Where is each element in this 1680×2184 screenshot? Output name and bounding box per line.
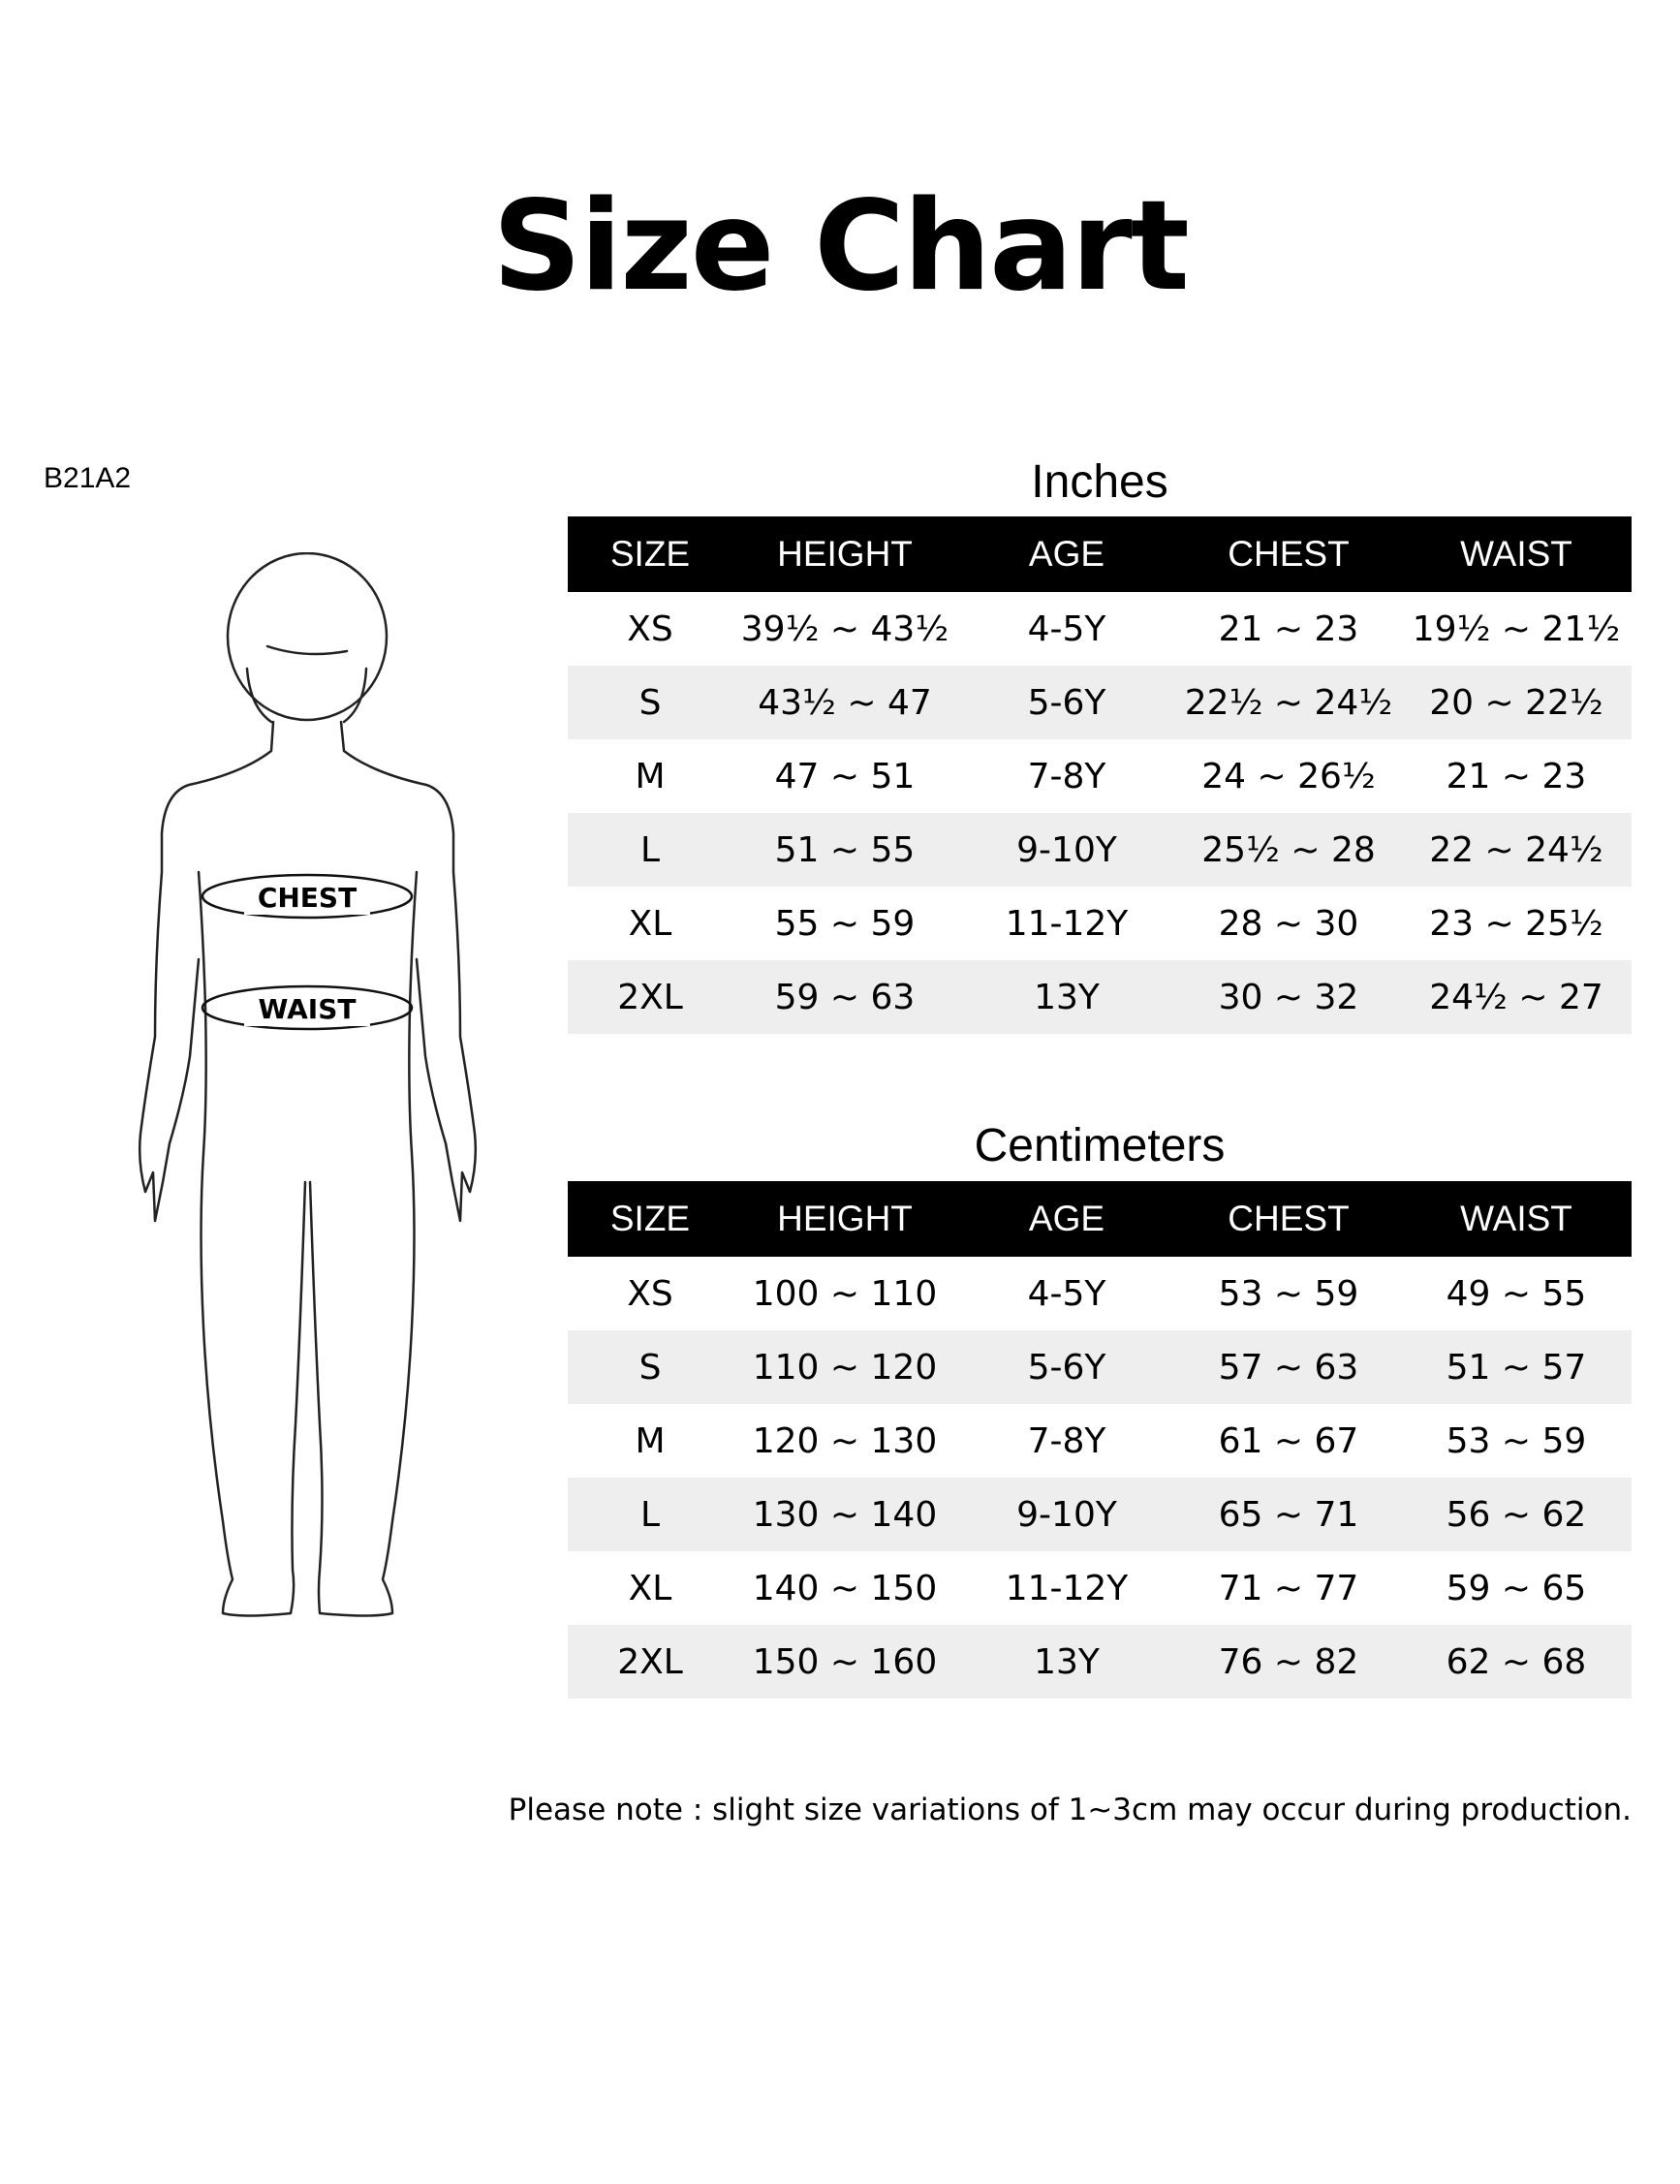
- inches-title: Inches: [1031, 456, 1168, 508]
- cell-age: 5-6Y: [957, 1330, 1176, 1404]
- table-row: [568, 1257, 1632, 1330]
- body-outline-figure: [126, 552, 494, 1667]
- figure-right-side: [341, 722, 476, 1221]
- cell-age: 9-10Y: [957, 1478, 1176, 1551]
- cell-height: 43½ ~ 47: [732, 666, 957, 739]
- cell-size: S: [568, 666, 732, 739]
- header-height: HEIGHT: [732, 1181, 957, 1257]
- cell-age: 11-12Y: [1005, 903, 1129, 944]
- table-row: [568, 739, 1632, 813]
- table-row: [568, 1551, 1632, 1625]
- cell-chest: 61 ~ 67: [1218, 1420, 1359, 1461]
- cell-size: M: [635, 1420, 666, 1461]
- cell-size: M: [635, 756, 666, 796]
- cell-age: 4-5Y: [1027, 608, 1106, 649]
- cell-waist: 20 ~ 22½: [1401, 666, 1632, 739]
- cell-chest: 22½ ~ 24½: [1176, 666, 1401, 739]
- cell-age: 7-8Y: [1027, 1420, 1106, 1461]
- cell-height: 59 ~ 63: [732, 960, 957, 1034]
- cell-size: S: [568, 1330, 732, 1404]
- header-age: AGE: [957, 1181, 1176, 1257]
- table-row: [568, 592, 1632, 666]
- centimeters-title: Centimeters: [974, 1120, 1226, 1171]
- cell-size: XL: [628, 903, 672, 944]
- cell-chest: 24 ~ 26½: [1201, 756, 1376, 796]
- cell-waist: 23 ~ 25½: [1429, 903, 1603, 944]
- figure-outline: [140, 553, 476, 1616]
- header-size: SIZE: [568, 1181, 732, 1257]
- cell-chest: 21 ~ 23: [1218, 608, 1359, 649]
- cell-chest: 65 ~ 71: [1176, 1478, 1401, 1551]
- cell-chest: 30 ~ 32: [1176, 960, 1401, 1034]
- cell-chest: 53 ~ 59: [1218, 1273, 1359, 1314]
- figure-hair-line: [267, 646, 347, 654]
- table-row: [568, 1478, 1632, 1551]
- page-title: Size Chart: [492, 174, 1188, 319]
- cell-height: 140 ~ 150: [752, 1568, 938, 1608]
- table-row: [568, 666, 1632, 739]
- table-row: [568, 1330, 1632, 1404]
- cell-height: 51 ~ 55: [732, 813, 957, 887]
- cell-waist: 19½ ~ 21½: [1412, 608, 1621, 649]
- cell-size: 2XL: [568, 1625, 732, 1699]
- cell-height: 130 ~ 140: [732, 1478, 957, 1551]
- table-row: [568, 1625, 1632, 1699]
- cell-chest: 76 ~ 82: [1176, 1625, 1401, 1699]
- product-code: B21A2: [44, 462, 132, 494]
- cell-waist: 22 ~ 24½: [1401, 813, 1632, 887]
- cell-age: 13Y: [957, 1625, 1176, 1699]
- cell-chest: 57 ~ 63: [1176, 1330, 1401, 1404]
- cell-chest: 71 ~ 77: [1218, 1568, 1359, 1608]
- cell-height: 120 ~ 130: [752, 1420, 938, 1461]
- cell-height: 55 ~ 59: [774, 903, 916, 944]
- cell-waist: 24½ ~ 27: [1401, 960, 1632, 1034]
- cell-size: XL: [628, 1568, 672, 1608]
- cell-age: 9-10Y: [957, 813, 1176, 887]
- chest-label: CHEST: [257, 882, 358, 914]
- figure-left-side: [140, 722, 273, 1221]
- cell-size: XS: [627, 608, 673, 649]
- header-waist: WAIST: [1401, 516, 1632, 592]
- header-waist: WAIST: [1401, 1181, 1632, 1257]
- cell-size: L: [568, 1478, 732, 1551]
- cell-waist: 51 ~ 57: [1401, 1330, 1632, 1404]
- cell-height: 47 ~ 51: [774, 756, 916, 796]
- inches-header-row: [568, 516, 1632, 592]
- cell-height: 39½ ~ 43½: [740, 608, 949, 649]
- inches-table: [568, 516, 1632, 1034]
- table-row: [568, 1404, 1632, 1478]
- centimeters-header-row: [568, 1181, 1632, 1257]
- header-chest: CHEST: [1176, 516, 1401, 592]
- cell-waist: 56 ~ 62: [1401, 1478, 1632, 1551]
- cell-size: L: [568, 813, 732, 887]
- header-size: SIZE: [568, 516, 732, 592]
- cell-waist: 53 ~ 59: [1446, 1420, 1587, 1461]
- header-age: AGE: [957, 516, 1176, 592]
- cell-waist: 21 ~ 23: [1446, 756, 1587, 796]
- cell-waist: 49 ~ 55: [1446, 1273, 1587, 1314]
- production-note: Please note : slight size variations of 1~3cm may occur during production.: [508, 1793, 1632, 1827]
- cell-size: XS: [627, 1273, 673, 1314]
- waist-label: WAIST: [258, 993, 357, 1025]
- cell-waist: 59 ~ 65: [1446, 1568, 1587, 1608]
- cell-chest: 28 ~ 30: [1218, 903, 1359, 944]
- table-row: [568, 813, 1632, 887]
- cell-waist: 62 ~ 68: [1401, 1625, 1632, 1699]
- cell-age: 7-8Y: [1027, 756, 1106, 796]
- cell-chest: 25½ ~ 28: [1176, 813, 1401, 887]
- cell-age: 11-12Y: [1005, 1568, 1129, 1608]
- centimeters-table: [568, 1181, 1632, 1699]
- cell-age: 13Y: [957, 960, 1176, 1034]
- cell-height: 110 ~ 120: [732, 1330, 957, 1404]
- cell-age: 5-6Y: [957, 666, 1176, 739]
- cell-height: 150 ~ 160: [732, 1625, 957, 1699]
- table-row: [568, 887, 1632, 960]
- header-chest: CHEST: [1176, 1181, 1401, 1257]
- table-row: [568, 960, 1632, 1034]
- header-height: HEIGHT: [732, 516, 957, 592]
- cell-size: 2XL: [568, 960, 732, 1034]
- cell-height: 100 ~ 110: [752, 1273, 938, 1314]
- cell-age: 4-5Y: [1027, 1273, 1106, 1314]
